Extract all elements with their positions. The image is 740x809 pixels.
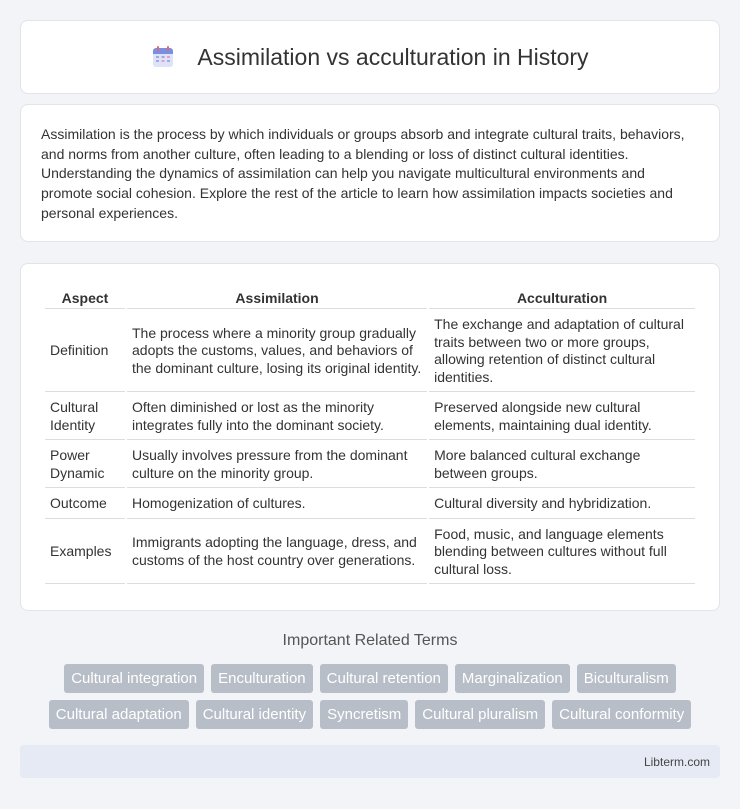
aspect-cell: Examples (45, 521, 125, 585)
related-term-tag[interactable]: Cultural identity (196, 700, 313, 729)
assimilation-cell: Usually involves pressure from the dominant culture on the minority group. (127, 442, 427, 488)
acculturation-cell: The exchange and adaptation of cultural traits between two or more groups, allowing retention of distinct cultural identities. (429, 311, 695, 392)
related-terms-list (20, 664, 720, 729)
page-title: Assimilation vs acculturation in History (197, 43, 589, 70)
footer-site-link[interactable]: Libterm.com (643, 754, 710, 769)
related-term-tag[interactable]: Cultural conformity (552, 700, 691, 729)
table-row (45, 442, 695, 488)
related-terms-heading: Important Related Terms (282, 632, 458, 649)
related-term-tag[interactable]: Syncretism (320, 700, 408, 729)
footer (20, 745, 720, 778)
comparison-table (43, 284, 697, 586)
acculturation-cell: Cultural diversity and hybridization. (429, 490, 695, 519)
table-header-row (45, 286, 695, 309)
assimilation-cell: Often diminished or lost as the minority integrates fully into the dominant society. (127, 394, 427, 440)
table-row (45, 311, 695, 392)
intro-text: Assimilation is the process by which individuals or groups absorb and integrate cultural traits, behaviors, and norms from another culture, often leading to a blending or loss of distinct cultural identities. Understanding the dynamics of assimilation can help you navigate multicultural environments and promote social cohesion. Explore the rest of the article to learn how assimilation impacts societies and personal experiences. (41, 126, 685, 221)
column-header: Assimilation (127, 286, 427, 309)
related-term-tag[interactable]: Biculturalism (577, 664, 676, 693)
table-row (45, 521, 695, 585)
acculturation-cell: Food, music, and language elements blending between cultures without full cultural loss. (429, 521, 695, 585)
table-row (45, 394, 695, 440)
calendar-icon (151, 45, 175, 69)
assimilation-cell: Immigrants adopting the language, dress, and customs of the host country over generations. (127, 521, 427, 585)
related-terms-section (20, 632, 720, 729)
intro-card (20, 104, 720, 242)
acculturation-cell: Preserved alongside new cultural elements, maintaining dual identity. (429, 394, 695, 440)
assimilation-cell: The process where a minority group gradually adopts the customs, values, and behaviors of the dominant culture, losing its original identity. (127, 311, 427, 392)
column-header: Acculturation (429, 286, 695, 309)
assimilation-cell: Homogenization of cultures. (127, 490, 427, 519)
related-term-tag[interactable]: Cultural pluralism (415, 700, 545, 729)
table-row (45, 490, 695, 519)
related-term-tag[interactable]: Cultural retention (320, 664, 448, 693)
related-term-tag[interactable]: Marginalization (455, 664, 570, 693)
related-term-tag[interactable]: Cultural integration (64, 664, 204, 693)
aspect-cell: Cultural Identity (45, 394, 125, 440)
related-term-tag[interactable]: Cultural adaptation (49, 700, 189, 729)
aspect-cell: Definition (45, 311, 125, 392)
acculturation-cell: More balanced cultural exchange between groups. (429, 442, 695, 488)
comparison-card (20, 263, 720, 611)
column-header: Aspect (45, 286, 125, 309)
related-term-tag[interactable]: Enculturation (211, 664, 313, 693)
title-card (20, 20, 720, 94)
aspect-cell: Outcome (45, 490, 125, 519)
aspect-cell: Power Dynamic (45, 442, 125, 488)
